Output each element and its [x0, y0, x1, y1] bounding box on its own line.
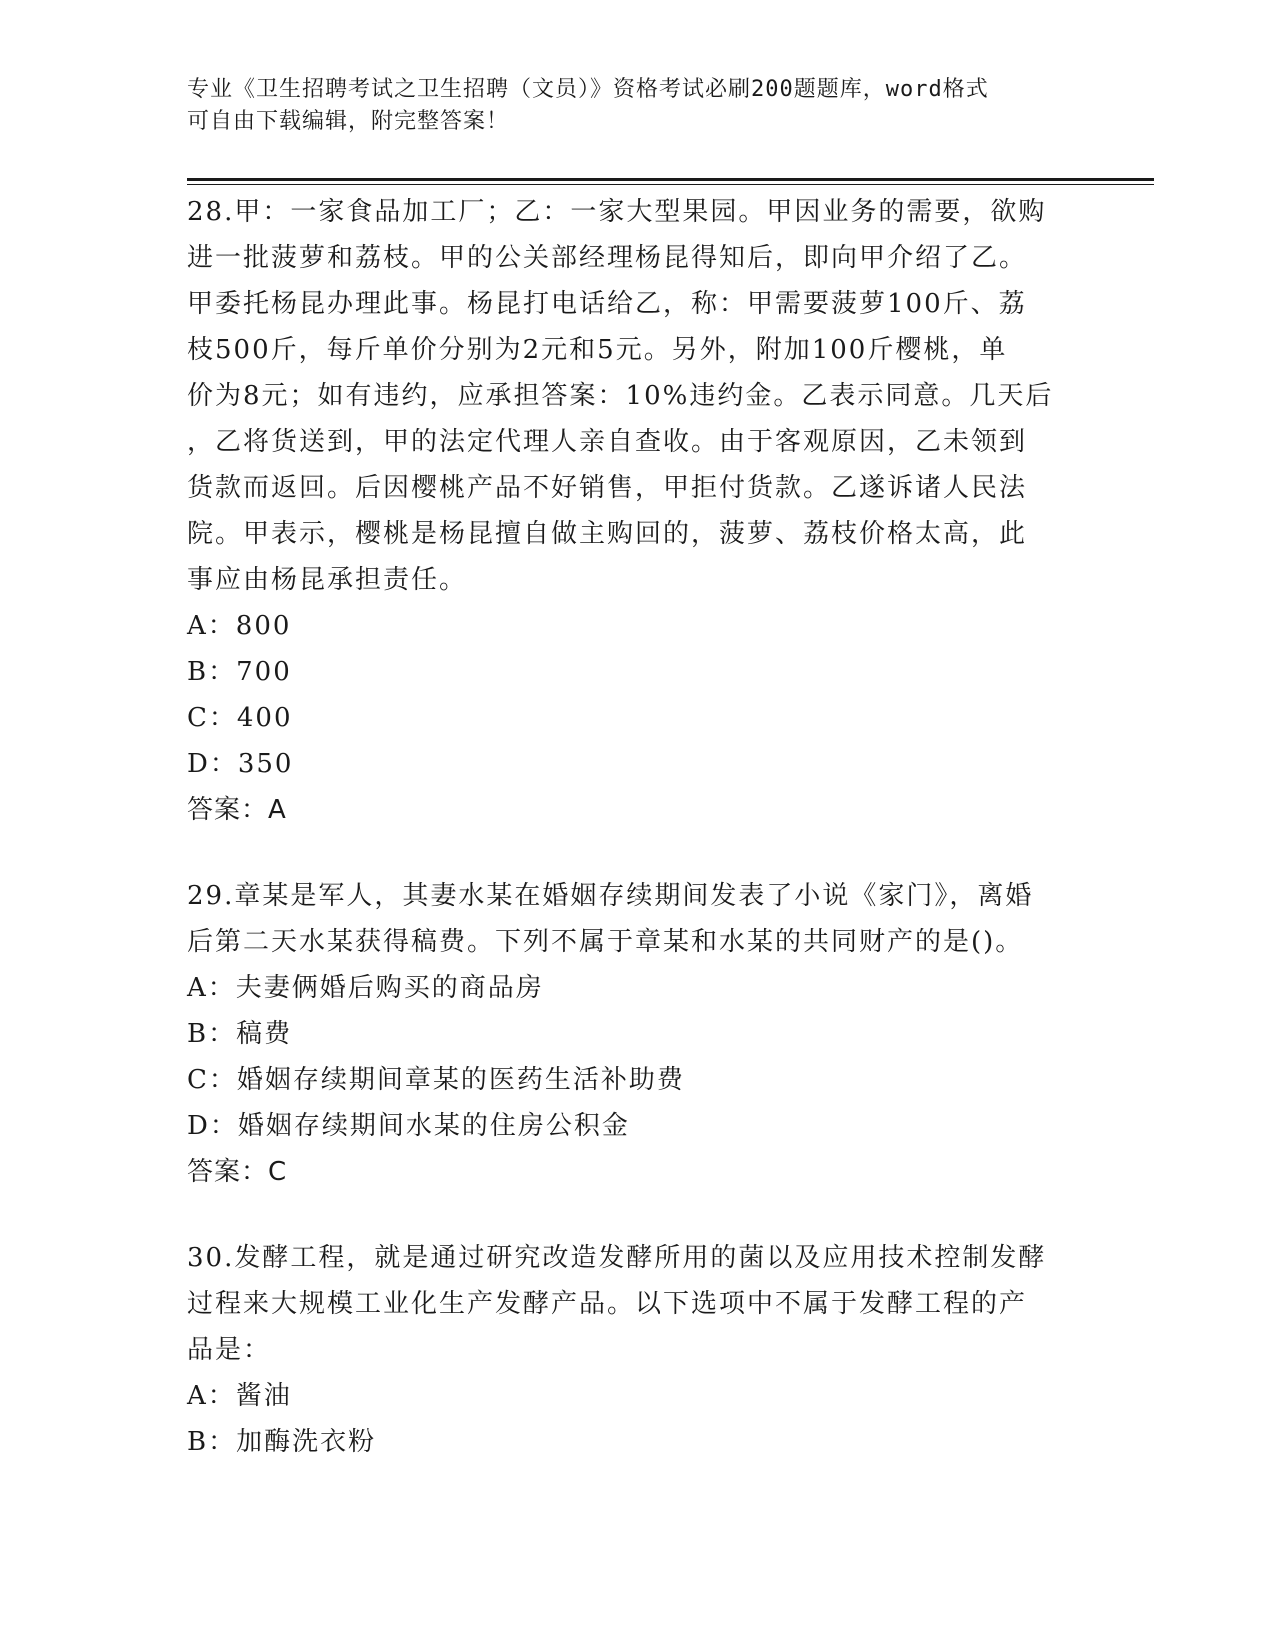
question-spacer: [187, 1195, 1087, 1235]
question-text-line: 进一批菠萝和荔枝。甲的公关部经理杨昆得知后，即向甲介绍了乙。: [187, 243, 1028, 273]
question-text-line: 29.章某是军人，其妻水某在婚姻存续期间发表了小说《家门》，离婚: [187, 881, 1034, 911]
option-c: C：400: [187, 703, 293, 733]
option-d: D：350: [187, 749, 294, 779]
answer-label: 答案：C: [187, 1157, 288, 1187]
header-line-1: 专业《卫生招聘考试之卫生招聘（文员）》资格考试必刷200题题库，word格式: [187, 77, 989, 102]
option-a: A：800: [187, 611, 292, 641]
question-text-line: 事应由杨昆承担责任。: [187, 565, 468, 595]
question-text-line: ，乙将货送到，甲的法定代理人亲自查收。由于客观原因，乙未领到: [187, 427, 1028, 457]
option-c: C：婚姻存续期间章某的医药生活补助费: [187, 1065, 685, 1095]
question-text-line: 28.甲：一家食品加工厂；乙：一家大型果园。甲因业务的需要，欲购: [187, 197, 1047, 227]
question-text-line: 枝500斤，每斤单价分别为2元和5元。另外，附加100斤樱桃，单: [187, 335, 1008, 365]
question-28: [187, 189, 1087, 833]
question-text-line: 甲委托杨昆办理此事。杨昆打电话给乙，称：甲需要菠萝100斤、荔: [187, 289, 1027, 319]
question-text-line: 30.发酵工程，就是通过研究改造发酵所用的菌以及应用技术控制发酵: [187, 1243, 1047, 1273]
option-b: B：加酶洗衣粉: [187, 1427, 377, 1457]
question-text-line: 品是：: [187, 1335, 272, 1365]
header-divider-thick: [187, 178, 1154, 181]
option-b: B：700: [187, 657, 292, 687]
question-29: [187, 873, 1087, 1195]
question-text-line: 后第二天水某获得稿费。下列不属于章某和水某的共同财产的是()。: [187, 927, 1024, 957]
option-a: A：夫妻俩婚后购买的商品房: [187, 973, 544, 1003]
question-list: [187, 189, 1087, 1465]
header-line-2: 可自由下载编辑，附完整答案！: [187, 109, 510, 134]
question-text-line: 货款而返回。后因樱桃产品不好销售，甲拒付货款。乙遂诉诸人民法: [187, 473, 1028, 503]
question-text-line: 价为8元；如有违约，应承担答案：10%违约金。乙表示同意。几天后: [187, 381, 1054, 411]
question-spacer: [187, 833, 1087, 873]
question-text-line: 院。甲表示，樱桃是杨昆擅自做主购回的，菠萝、荔枝价格太高，此: [187, 519, 1028, 549]
question-text-line: 过程来大规模工业化生产发酵产品。以下选项中不属于发酵工程的产: [187, 1289, 1028, 1319]
answer-label: 答案：A: [187, 795, 287, 825]
document-header: [187, 74, 1067, 138]
header-divider-thin: [187, 184, 1154, 185]
question-30: [187, 1235, 1087, 1465]
option-a: A：酱油: [187, 1381, 292, 1411]
option-b: B：稿费: [187, 1019, 293, 1049]
option-d: D：婚姻存续期间水某的住房公积金: [187, 1111, 630, 1141]
